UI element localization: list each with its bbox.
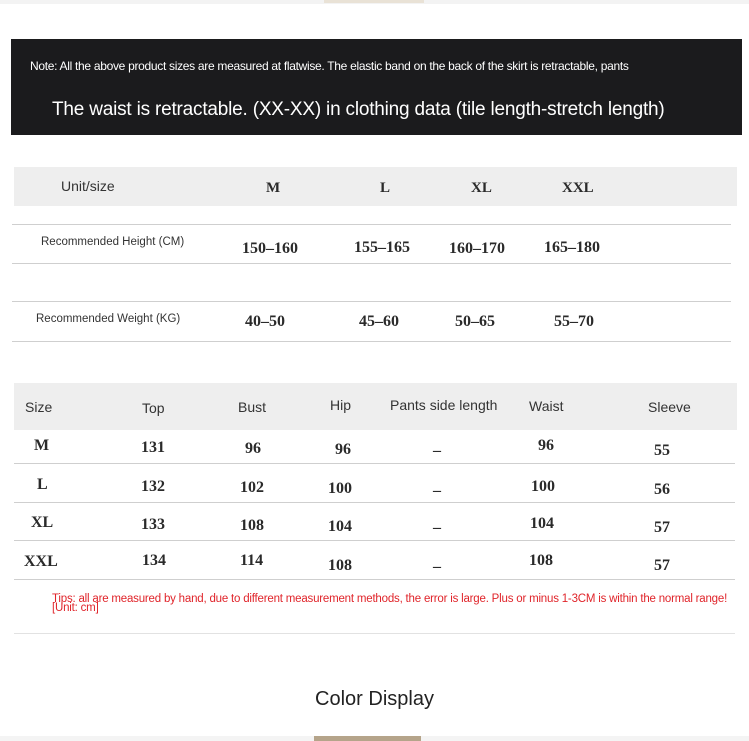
- note-box: [11, 39, 742, 135]
- color-display-title: Color Display: [315, 688, 434, 710]
- row-xl-bust: 108: [240, 517, 264, 534]
- row-xl-size: XL: [31, 514, 54, 531]
- size-header-band: [14, 383, 737, 430]
- weight-xl: 50–65: [455, 313, 495, 330]
- height-l: 155–165: [354, 239, 410, 256]
- weight-xxl: 55–70: [554, 313, 594, 330]
- row-xl-top: 133: [141, 516, 165, 533]
- row-xxl-pants: –: [433, 558, 441, 575]
- header-size-l: L: [380, 180, 391, 196]
- header-size-xxl: XXL: [562, 180, 594, 196]
- row-divider: [12, 224, 731, 225]
- recommend-header-band: [14, 167, 737, 206]
- col-top: Top: [142, 400, 165, 416]
- row-divider: [12, 341, 731, 342]
- row-m-bust: 96: [245, 440, 261, 457]
- row-m-pants: –: [433, 442, 441, 459]
- col-size: Size: [25, 399, 53, 415]
- row-xxl-top: 134: [142, 552, 166, 569]
- col-waist: Waist: [529, 398, 564, 414]
- row-divider: [12, 263, 731, 264]
- height-xl: 160–170: [449, 240, 505, 257]
- unit-size-label: Unit/size: [61, 178, 115, 194]
- row-xxl-size: XXL: [24, 553, 58, 570]
- row-divider: [14, 502, 735, 503]
- row-xxl-waist: 108: [529, 552, 553, 569]
- color-swatch[interactable]: [314, 736, 421, 741]
- note-line-1: Note: All the above product sizes are measured at flatwise. The elastic band on the back of the skirt is retractable, pants: [30, 59, 629, 73]
- row-xl-pants: –: [433, 519, 441, 536]
- row-l-sleeve: 56: [654, 481, 670, 498]
- row-xl-sleeve: 57: [654, 519, 670, 536]
- row-l-pants: –: [433, 482, 441, 499]
- tips-divider: [14, 633, 735, 634]
- weight-l: 45–60: [359, 313, 399, 330]
- top-tab-marker: [324, 0, 424, 3]
- row-l-size: L: [37, 476, 48, 493]
- row-l-bust: 102: [240, 479, 264, 496]
- row-divider: [14, 463, 735, 464]
- row-xl-waist: 104: [530, 515, 554, 532]
- row-divider: [14, 540, 735, 541]
- row-divider: [14, 579, 735, 580]
- row-m-waist: 96: [538, 437, 554, 454]
- col-bust: Bust: [238, 399, 267, 415]
- row-m-size: M: [34, 437, 50, 454]
- row-l-top: 132: [141, 478, 165, 495]
- row-divider: [12, 301, 731, 302]
- row-xxl-bust: 114: [240, 552, 264, 569]
- col-pants-side-length: Pants side length: [390, 397, 498, 413]
- header-size-xl: XL: [471, 180, 492, 196]
- header-size-m: M: [266, 180, 281, 196]
- row-m-top: 131: [141, 439, 165, 456]
- col-sleeve: Sleeve: [648, 399, 691, 415]
- height-m: 150–160: [242, 240, 298, 257]
- row-xl-hip: 104: [328, 518, 352, 535]
- row-l-hip: 100: [328, 480, 352, 497]
- weight-m: 40–50: [245, 313, 285, 330]
- col-hip: Hip: [330, 397, 352, 413]
- height-xxl: 165–180: [544, 239, 600, 256]
- row-l-waist: 100: [531, 478, 555, 495]
- row-m-sleeve: 55: [654, 442, 670, 459]
- measurement-tips: Tips: all are measured by hand, due to different measurement methods, the error is large. Plus or minus 1-3CM is within the normal range! [Unit: cm]: [52, 593, 728, 614]
- note-line-2: The waist is retractable. (XX-XX) in clothing data (tile length-stretch length): [52, 99, 665, 120]
- row-xxl-sleeve: 57: [654, 557, 670, 574]
- weight-label: Recommended Weight (KG): [36, 313, 181, 325]
- row-xxl-hip: 108: [328, 557, 352, 574]
- height-label: Recommended Height (CM): [41, 236, 185, 248]
- row-m-hip: 96: [335, 441, 351, 458]
